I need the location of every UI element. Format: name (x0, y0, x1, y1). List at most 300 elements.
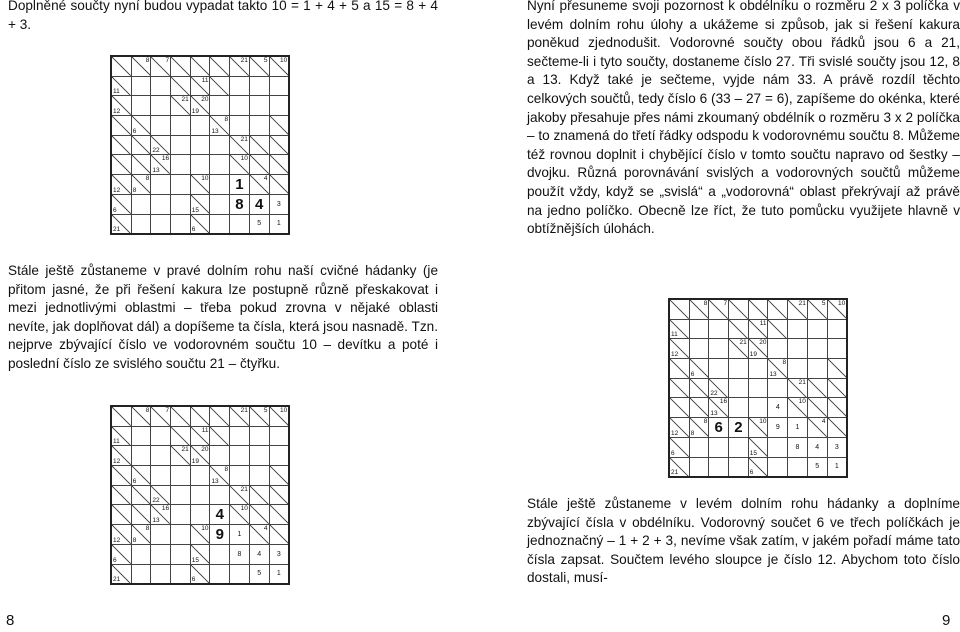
entry-digit: 2 (734, 418, 743, 436)
entry-digit (132, 565, 151, 584)
entry-digit (151, 195, 170, 214)
entry-cell (249, 564, 269, 584)
entry-cell (249, 116, 269, 136)
entry-digit: 4 (815, 443, 820, 451)
clue-cell (190, 406, 210, 426)
entry-digit (729, 438, 748, 457)
clue-cell (210, 426, 230, 446)
entry-digit (709, 320, 728, 339)
entry-digit (171, 215, 190, 234)
entry-digit (788, 458, 807, 477)
clue-cell (131, 505, 151, 525)
entry-cell (689, 339, 709, 359)
entry-digit: 1 (276, 570, 281, 578)
entry-cell (131, 426, 151, 446)
vertical-sum: 13 (211, 477, 219, 485)
horizontal-sum: 10 (798, 398, 806, 406)
horizontal-sum: 16 (161, 155, 170, 163)
entry-digit (171, 565, 190, 584)
clue-cell (190, 564, 210, 584)
entry-digit (171, 466, 190, 485)
entry-digit (230, 446, 249, 465)
entry-digit (270, 427, 289, 446)
clue-cell (827, 418, 847, 438)
clue-cell (748, 418, 768, 438)
entry-cell (768, 437, 788, 457)
entry-cell (131, 564, 151, 584)
clue-cell (709, 378, 729, 398)
horizontal-sum: 8 (145, 407, 150, 414)
clue-cell (230, 56, 250, 76)
clue-cell (111, 426, 131, 446)
entry-digit (690, 339, 709, 358)
kakuro-puzzle-1 (110, 55, 290, 235)
horizontal-sum: 8 (703, 300, 708, 307)
clue-cell (131, 56, 151, 76)
vertical-sum: 12 (113, 108, 121, 116)
grid-row (111, 544, 289, 564)
entry-digit (151, 446, 170, 465)
clue-cell (190, 56, 210, 76)
entry-digit (808, 339, 827, 358)
entry-cell (151, 525, 171, 545)
entry-digit (210, 155, 229, 174)
entry-digit (749, 359, 768, 378)
clue-cell (171, 96, 191, 116)
clue-diagonal (210, 77, 229, 96)
entry-cell (171, 175, 191, 195)
entry-cell (788, 457, 808, 477)
entry-digit (270, 446, 289, 465)
vertical-sum: 13 (710, 410, 718, 418)
entry-cell (788, 359, 808, 379)
entry-digit (151, 466, 170, 485)
entry-digit (151, 77, 170, 96)
entry-cell (171, 505, 191, 525)
entry-cell (151, 194, 171, 214)
clue-cell (689, 418, 709, 438)
entry-digit (151, 427, 170, 446)
clue-cell (249, 56, 269, 76)
entry-digit (132, 77, 151, 96)
entry-cell (768, 398, 788, 418)
entry-cell (171, 525, 191, 545)
clue-diagonal (132, 136, 151, 155)
entry-cell (269, 544, 289, 564)
entry-cell (210, 135, 230, 155)
entry-digit: 1 (235, 175, 244, 193)
entry-cell (788, 418, 808, 438)
entry-cell (210, 505, 230, 525)
entry-cell (249, 426, 269, 446)
entry-cell (748, 359, 768, 379)
entry-digit: 5 (257, 220, 262, 228)
entry-digit (690, 458, 709, 477)
entry-digit (210, 195, 229, 214)
horizontal-sum: 11 (759, 319, 767, 327)
entry-cell (729, 398, 749, 418)
entry-digit (729, 379, 748, 398)
entry-cell (151, 96, 171, 116)
grid-row (669, 398, 847, 418)
kakuro-puzzle-3 (668, 298, 848, 478)
horizontal-sum: 11 (201, 426, 209, 434)
entry-cell (230, 446, 250, 466)
clue-cell (249, 155, 269, 175)
clue-cell (151, 135, 171, 155)
entry-digit: 8 (795, 443, 800, 451)
clue-cell (131, 175, 151, 195)
clue-cell (269, 525, 289, 545)
entry-cell (190, 505, 210, 525)
vertical-sum: 6 (191, 226, 196, 234)
horizontal-sum: 10 (201, 175, 209, 183)
entry-cell (709, 339, 729, 359)
horizontal-sum: 4 (263, 525, 268, 533)
entry-digit: 4 (775, 404, 780, 412)
entry-digit (191, 505, 210, 524)
clue-cell (111, 96, 131, 116)
clue-diagonal (210, 427, 229, 446)
entry-cell (269, 446, 289, 466)
clue-diagonal (210, 407, 229, 426)
clue-cell (131, 116, 151, 136)
entry-digit (690, 438, 709, 457)
right-paragraph-2: Stále ještě zůstaneme v levém dolním rohu hádanky a doplníme zbývající čísla v obdélníku. Vodorovný součet 6 ve třech políčkách je jednoznačný – 1 + 2 + 3, nevíme však zatím, v jakém pořadí máme tato čísla zapsat. Součtem levého sloupce je číslo 12. Abychom toto číslo dostali, musí- (527, 496, 960, 586)
clue-cell (709, 398, 729, 418)
entry-cell (151, 175, 171, 195)
clue-cell (111, 56, 131, 76)
vertical-sum: 6 (749, 469, 754, 477)
horizontal-sum: 8 (145, 525, 150, 533)
entry-cell (269, 214, 289, 234)
grid-row (669, 437, 847, 457)
entry-cell (768, 457, 788, 477)
horizontal-sum: 20 (759, 339, 767, 347)
clue-cell (729, 339, 749, 359)
clue-diagonal (808, 398, 827, 417)
entry-digit (171, 525, 190, 544)
entry-digit (709, 339, 728, 358)
clue-cell (669, 319, 689, 339)
entry-digit (788, 339, 807, 358)
clue-cell (269, 155, 289, 175)
entry-cell (249, 96, 269, 116)
clue-cell (669, 437, 689, 457)
clue-cell (111, 76, 131, 96)
clue-cell (748, 457, 768, 477)
clue-cell (111, 446, 131, 466)
grid-row (111, 564, 289, 584)
entry-cell (269, 96, 289, 116)
grid-row (669, 378, 847, 398)
entry-digit (828, 339, 847, 358)
entry-cell (210, 96, 230, 116)
entry-digit (151, 215, 170, 234)
entry-cell (788, 319, 808, 339)
vertical-sum: 15 (749, 449, 757, 457)
vertical-sum: 13 (152, 517, 160, 525)
clue-cell (171, 76, 191, 96)
entry-cell (269, 426, 289, 446)
clue-cell (249, 175, 269, 195)
grid-row (111, 135, 289, 155)
entry-cell (230, 214, 250, 234)
horizontal-sum: 8 (224, 116, 229, 124)
entry-digit: 8 (237, 550, 242, 558)
clue-cell (788, 398, 808, 418)
grid-row (111, 76, 289, 96)
entry-digit (230, 77, 249, 96)
entry-cell (768, 418, 788, 438)
horizontal-sum: 21 (240, 57, 248, 64)
clue-cell (827, 359, 847, 379)
vertical-sum: 13 (211, 127, 219, 135)
horizontal-sum: 21 (240, 485, 248, 493)
entry-digit (230, 116, 249, 135)
clue-cell (230, 135, 250, 155)
clue-cell (111, 466, 131, 486)
entry-cell (230, 96, 250, 116)
clue-diagonal (670, 359, 689, 378)
kakuro-puzzle-2 (110, 405, 290, 585)
clue-cell (210, 116, 230, 136)
clue-cell (171, 56, 191, 76)
clue-cell (269, 406, 289, 426)
clue-diagonal (112, 505, 131, 524)
grid-row (669, 418, 847, 438)
entry-digit (151, 545, 170, 564)
clue-diagonal (191, 57, 210, 76)
clue-diagonal (270, 136, 289, 155)
clue-cell (729, 299, 749, 319)
clue-cell (669, 418, 689, 438)
entry-digit (808, 359, 827, 378)
clue-cell (131, 406, 151, 426)
clue-cell (131, 525, 151, 545)
entry-cell (827, 437, 847, 457)
entry-digit (191, 466, 210, 485)
entry-cell (807, 319, 827, 339)
clue-cell (111, 406, 131, 426)
entry-digit: 4 (254, 195, 264, 213)
clue-diagonal (132, 486, 151, 505)
horizontal-sum: 10 (201, 525, 209, 533)
vertical-sum: 19 (191, 458, 199, 466)
entry-digit (210, 175, 229, 194)
entry-cell (709, 437, 729, 457)
vertical-sum: 12 (113, 186, 121, 194)
vertical-sum: 21 (113, 576, 121, 584)
horizontal-sum: 8 (145, 57, 150, 64)
entry-digit (709, 359, 728, 378)
clue-cell (151, 505, 171, 525)
horizontal-sum: 8 (782, 359, 787, 367)
clue-diagonal (112, 155, 131, 174)
clue-diagonal (132, 505, 151, 524)
entry-digit (171, 545, 190, 564)
vertical-sum: 15 (191, 206, 199, 214)
horizontal-sum: 4 (263, 175, 268, 183)
horizontal-sum: 21 (798, 378, 806, 386)
entry-digit (250, 77, 269, 96)
entry-digit (132, 446, 151, 465)
entry-cell (171, 116, 191, 136)
entry-cell (230, 544, 250, 564)
entry-digit (768, 339, 787, 358)
entry-digit (171, 136, 190, 155)
entry-cell (210, 155, 230, 175)
clue-cell (748, 437, 768, 457)
entry-digit (151, 96, 170, 115)
vertical-sum: 11 (113, 438, 120, 446)
entry-cell (210, 525, 230, 545)
horizontal-sum: 7 (165, 407, 170, 414)
grid-row (669, 339, 847, 359)
clue-cell (151, 406, 171, 426)
horizontal-sum: 10 (759, 418, 767, 426)
entry-cell (689, 457, 709, 477)
clue-cell (269, 175, 289, 195)
clue-cell (269, 135, 289, 155)
vertical-sum: 6 (113, 556, 117, 564)
entry-cell (131, 194, 151, 214)
clue-cell (190, 96, 210, 116)
entry-digit: 9 (215, 525, 224, 543)
entry-digit (151, 525, 170, 544)
entry-digit (210, 96, 229, 115)
clue-cell (807, 299, 827, 319)
entry-digit: 6 (714, 418, 723, 436)
clue-cell (807, 378, 827, 398)
clue-diagonal (250, 155, 269, 174)
vertical-sum: 6 (113, 206, 117, 214)
clue-diagonal (270, 466, 289, 485)
entry-digit: 8 (235, 195, 244, 213)
horizontal-sum: 5 (821, 300, 826, 307)
entry-cell (269, 76, 289, 96)
clue-cell (748, 299, 768, 319)
entry-cell (171, 544, 191, 564)
clue-cell (807, 418, 827, 438)
entry-digit (230, 427, 249, 446)
clue-cell (249, 505, 269, 525)
clue-diagonal (828, 359, 847, 378)
horizontal-sum: 20 (201, 446, 209, 454)
horizontal-sum: 7 (165, 57, 170, 64)
clue-cell (269, 56, 289, 76)
horizontal-sum: 10 (279, 57, 288, 64)
entry-digit (210, 136, 229, 155)
clue-cell (190, 446, 210, 466)
entry-digit (132, 215, 151, 234)
clue-diagonal (191, 407, 210, 426)
entry-digit (132, 545, 151, 564)
clue-cell (669, 378, 689, 398)
clue-diagonal (270, 175, 289, 194)
entry-cell (171, 485, 191, 505)
clue-diagonal (670, 300, 689, 319)
clue-diagonal (828, 379, 847, 398)
clue-cell (131, 135, 151, 155)
horizontal-sum: 8 (703, 418, 708, 426)
grid-row (111, 155, 289, 175)
clue-diagonal (250, 505, 269, 524)
clue-cell (111, 544, 131, 564)
vertical-sum: 22 (152, 147, 160, 155)
entry-cell (131, 76, 151, 96)
entry-cell (249, 214, 269, 234)
entry-digit: 5 (257, 570, 262, 578)
entry-cell (151, 426, 171, 446)
entry-digit (808, 320, 827, 339)
vertical-sum: 8 (132, 536, 137, 544)
clue-cell (827, 299, 847, 319)
entry-digit (729, 359, 748, 378)
horizontal-sum: 21 (181, 96, 189, 104)
clue-cell (111, 135, 131, 155)
entry-digit (210, 486, 229, 505)
entry-cell (210, 446, 230, 466)
entry-digit (768, 379, 787, 398)
clue-diagonal (690, 379, 709, 398)
entry-digit (151, 116, 170, 135)
grid-row (669, 319, 847, 339)
clue-cell (748, 319, 768, 339)
clue-cell (230, 505, 250, 525)
vertical-sum: 12 (671, 429, 679, 437)
horizontal-sum: 4 (821, 418, 826, 426)
clue-cell (151, 155, 171, 175)
entry-cell (807, 339, 827, 359)
clue-cell (669, 359, 689, 379)
entry-digit: 4 (257, 550, 262, 558)
clue-cell (111, 175, 131, 195)
clue-diagonal (808, 379, 827, 398)
clue-cell (230, 155, 250, 175)
entry-digit (132, 96, 151, 115)
clue-diagonal (132, 155, 151, 174)
vertical-sum: 11 (113, 88, 120, 96)
entry-digit (132, 427, 151, 446)
horizontal-sum: 8 (145, 175, 150, 183)
clue-diagonal (270, 486, 289, 505)
entry-digit (788, 359, 807, 378)
clue-diagonal (729, 300, 748, 319)
clue-cell (190, 76, 210, 96)
entry-cell (709, 418, 729, 438)
clue-cell (111, 485, 131, 505)
entry-cell (788, 437, 808, 457)
entry-cell (190, 135, 210, 155)
grid-row (111, 525, 289, 545)
clue-cell (249, 485, 269, 505)
entry-digit (191, 136, 210, 155)
entry-digit (768, 458, 787, 477)
clue-diagonal (270, 116, 289, 135)
clue-cell (249, 135, 269, 155)
clue-cell (171, 406, 191, 426)
grid-row (669, 299, 847, 319)
entry-cell (190, 116, 210, 136)
entry-cell (230, 564, 250, 584)
entry-digit (270, 77, 289, 96)
vertical-sum: 21 (671, 469, 679, 477)
entry-cell (729, 359, 749, 379)
entry-cell (827, 319, 847, 339)
clue-cell (210, 466, 230, 486)
clue-diagonal (250, 486, 269, 505)
